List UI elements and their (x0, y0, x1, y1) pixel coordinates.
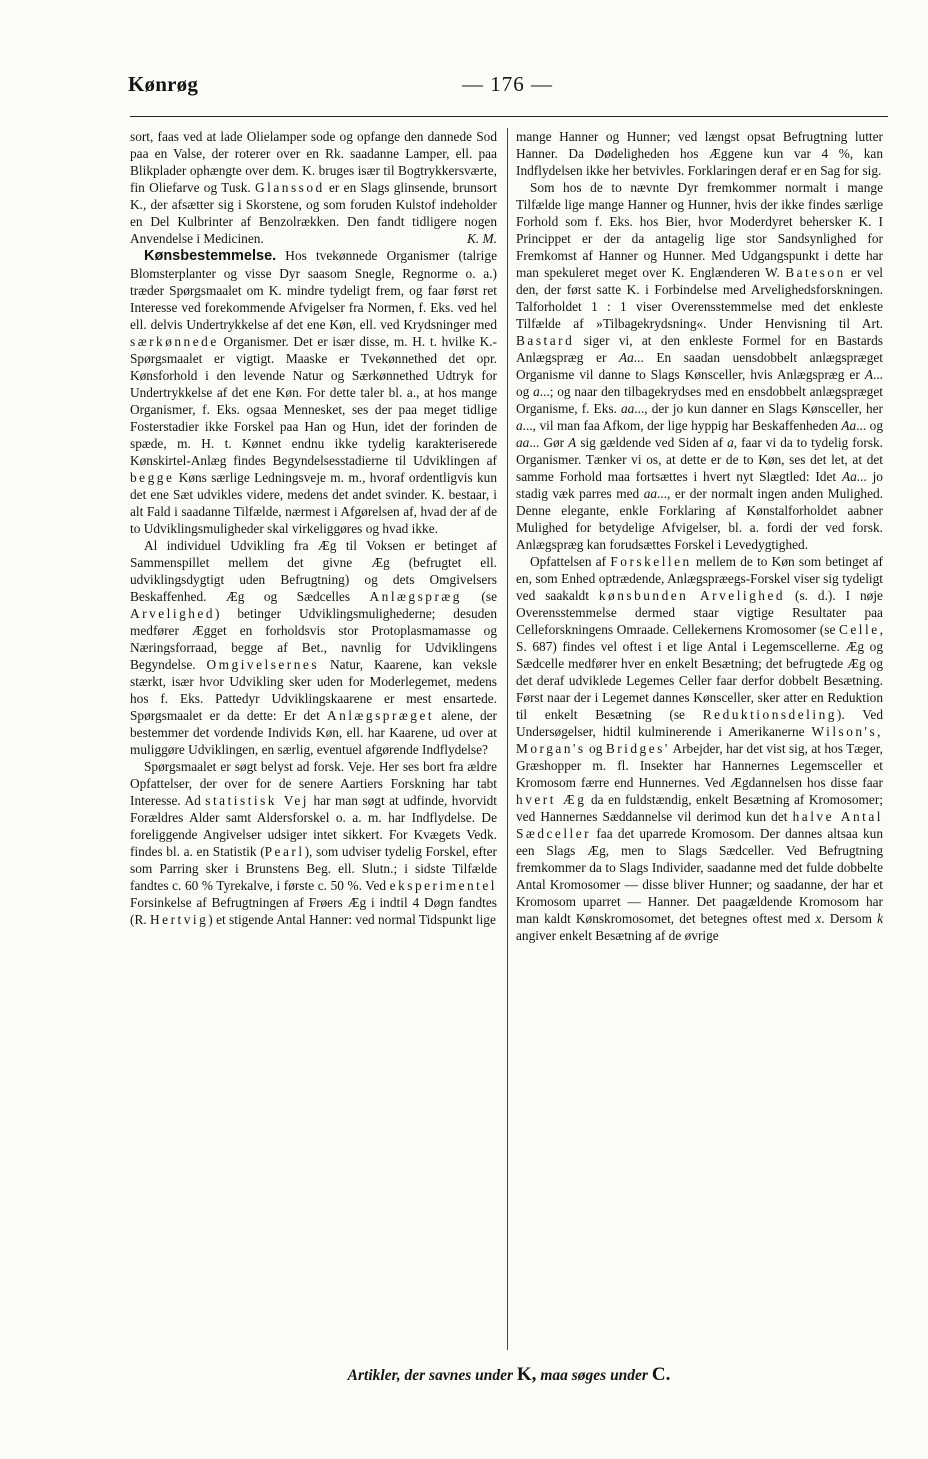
left-column (130, 128, 497, 928)
running-head: Kønrøg (128, 72, 199, 96)
paragraph: mange Hanner og Hunner; ved længst opsat Befrugtning lutter Hanner. Da Dødeligheden hos Æggene kun var 4 %, kan Indflydelsen ikke her betvivles. Forklaringen deraf er en Sag for sig. (516, 129, 883, 178)
author-signature: K. M. (466, 231, 497, 246)
paragraph: Opfattelsen af Forskellen mellem de to Køn som betinget af en, som Enhed optrædende, Anlægspræegs-Forskel viser sig tydeligt ved saakaldt kønsbunden Arvelighed (s. d.). I nøje Overensstemmelse dermed staar vigtige Resultater paa Celleforskningens Omraade. Cellekernens Kromosomer (se Celle, S. 687) findes vel oftest i et lige Antal i Legemscellerne. Æg og Sædcelle medfører hver en enkelt Besætning; det befrugtede Æg og det deraf udviklede Legemes Celler faar derfor dobbelt Besætning. Først naar der i Legemet dannes Kønsceller, sker atter en Reduktion til enkelt Besætning (se Reduktionsdeling). Ved Undersøgelser, hidtil kulminerende i Amerikanerne Wilson's, Morgan's og Bridges' Arbejder, har det vist sig, at hos Tæger, Græshopper m. fl. Insekter har Hannernes Legemsceller et Kromosom færre end Hunnernes. Ved Ægdannelsen hos disse faar hvert Æg da en fuldstændig, enkelt Besætning af Kromosomer; ved Hannernes Sæddannelse vil derimod kun det halve Antal Sædceller faa det uparrede Kromosom. Der dannes altsaa kun een Slags Æg, men to Slags Sædceller. Ved Befrugtning fremkommer da to Slags Individer, saadanne med det fulde dobbelte Antal Kromosomer — disse bliver Hunner; og saadanne, der har et Kromosom uparret — Hanner. Det paagældende Kromosom har man kaldt Kønskromosomet, det betegnes oftest med x. Dersom k angiver enkelt Besætning af de øvrige (516, 554, 884, 943)
column-divider (507, 128, 508, 1350)
paragraph: Spørgsmaalet er søgt belyst ad forsk. Veje. Her ses bort fra ældre Opfattelser, der over for de senere Aartiers Forskning har tabt Interesse. Ad statistisk Vej har man søgt at udfinde, hvorvidt Forældres Alder samt Aldersforskel o. a. m. har Indflydelse. De foreliggende Angivelser udsiger intet sikkert. For Kvægets Vedk. findes bl. a. en Statistik (Pearl), som udviser tydelig Forskel, efter som Parring sker i Brunstens Beg. ell. Slutn.; i sidste Tilfælde fandtes c. 60 % Tyrekalve, i første c. 50 %. Ved eksperimentel Forsinkelse af Befrugtningen af Frøers Æg i indtil 4 Døgn fandtes (R. Hertvig) et stigende Antal Hanner: ved normal Tidspunkt lige (130, 759, 498, 927)
page-number: — 176 — (462, 72, 553, 96)
paragraph: Som hos de to nævnte Dyr fremkommer normalt i mange Tilfælde lige mange Hanner og Hunner, hvis der ikke findes særlige Forhold som f. Eks. hos Bier, hvor Moderdyret behersker K. I Princippet er der da antagelig lige stor Sandsynlighed for Fremkomst af Hanner og Hunner. Med Udgangspunkt i dette har man spekuleret meget over K. Englænderen W. Bateson er vel den, der først satte K. i Forbindelse med Arvelighedsforskningen. Talforholdet 1 : 1 viser Overensstemmelse med det enkleste Tilfælde af »Tilbagekrydsning«. Under Henvisning til Art. Bastard siger vi, at den enkleste Formel for en Bastards Anlægspræg er Aa... En saadan uensdobbelt anlægspræget Organisme vil danne to Slags Kønsceller, hvis Anlægspræg er A... og a...; og naar den tilbagekrydses med en ensdobbelt anlægspræget Organisme, f. Eks. aa..., der jo kun danner en Slags Kønsceller, her a..., vil man faa Afkom, der lige hyppig har Beskaffenheden Aa... og aa... Gør A sig gældende ved Siden af a, faar vi da to tydelig forsk. Organismer. Tænker vi os, at dette er de to Køn, ses det let, at det samme Forhold maa fortsættes i hvert nyt Slægtled: Idet Aa... jo stadig væk parres med aa..., er der normalt ingen anden Mulighed. Denne elegante, enkle Forklaring af Kønstalforholdet aabner Mulighed for betydelige Afvigelser, bl. a. fordi der ved forsk. Anlægspræg kan forudsættes Forskel i Levedygtighed. (516, 180, 884, 552)
page-header (128, 62, 888, 102)
paragraph: Al individuel Udvikling fra Æg til Voksen er betinget af Sammenspillet mellem det givne Æg (befrugtet ell. udviklingsdygtigt uden Befrugtning) og dets Omgivelsers Beskaffenhed. Æg og Sædcelles Anlægspræg (se Arvelighed) betinger Udviklingsmulighederne; desuden medfører Ægget en forholdsvis stor Protoplasmamasse og Næringsforraad, begge af Bet., navnlig for Udviklingens Begyndelse. Omgivelsernes Natur, Kaarene, kan veksle stærkt, især hvor Udvikling sker uden for Moderlegemet, medens hos f. Eks. Pattedyr Udviklingskaarene er mest ensartede. Spørgsmaalet er da dette: Er det Anlægspræget alene, der bestemmer det vordende Individs Køn, ell. har Kaarene, ud over at muliggøre Udviklingen, en særlig, eventuel afgørende Indflydelse? (130, 538, 497, 757)
footer-note: Artikler, der savnes under K, maa søges under C. (347, 1364, 671, 1385)
paragraph: sort, faas ved at lade Olielamper sode og opfange den dannede Sod paa en Valse, der roterer over en Rk. saadanne Lamper, ell. paa Blikplader ophængte over dem. K. bruges især til Bogtrykkersværte, fin Oliefarve og Tusk. Glanssod er en Slags glinsende, brunsort K., der afsætter sig i Skorstene, og som foruden Kulstof indeholder en Del Kulbrinter af Benzolrækken. Den fandt tidligere nogen Anvendelse i Medicinen. K. M. (130, 129, 497, 246)
paragraph-konsbestemmelse: Kønsbestemmelse. Hos tvekønnede Organismer (talrige Blomsterplanter og visse Dyr saasom Snegle, Regnorme o. a.) træder Spørgsmaalet om K. mindre tydeligt frem, og faar først ret Interesse ved forekommende Afvigelser fra Normen, f. Eks. ved hel ell. delvis Undertrykkelse af det ene Køn, ell. ved Krydsninger med særkønnede Organismer. Det er især disse, m. H. t. hvilke K.-Spørgsmaalet er vigtigt. Maaske er Tvekønnethed det opr. Kønsforhold i den levende Natur og Særkønnethed Udtryk for Undertrykkelse af det ene Køn. For dette taler bl. a., at hos mange Organismer, f. Eks. ogsaa Mennesket, ses der paa meget tidlige Fosterstadier ikke Forskel paa Han og Hun, idet der forinden de spæde, m. H. t. Kønnet endnu ikke tydelig karakteriserede Kønskirtel-Anlæg findes Begyndelsesstadierne til Udviklingen af begge Køns særlige Ledningsveje m. m., hvoraf ordentligvis kun det ene Sæt udvikles videre, medens det andet svinder. K. bestaar, i alt Fald i saadanne Tilfælde, nærmest i Afgørelsen af, hvad der af de to Udviklingsmuligheder skal virkeliggøres og hvad ikke. (130, 248, 497, 536)
entry-headword: Kønsbestemmelse. (144, 248, 277, 264)
header-rule (130, 116, 888, 117)
right-column (516, 128, 883, 944)
